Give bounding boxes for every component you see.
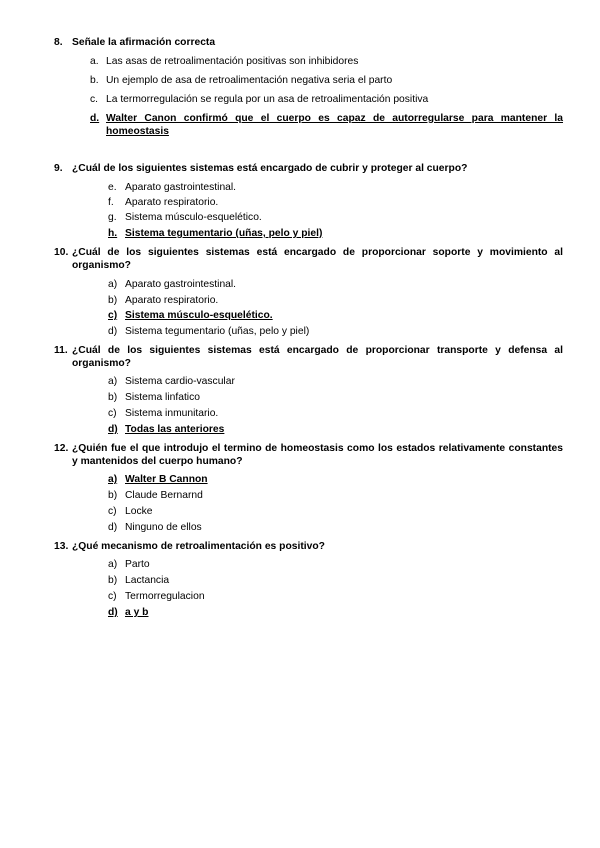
question-10 xyxy=(54,246,563,272)
option-text: Locke xyxy=(125,506,153,517)
question-text: ¿Cuál de los siguientes sistemas está encargado de proporcionar transporte y defensa al organismo? xyxy=(72,345,563,369)
option-label: d. xyxy=(90,113,100,124)
option-text: Un ejemplo de asa de retroalimentación negativa seria el parto xyxy=(106,75,393,86)
option-text: Ninguno de ellos xyxy=(125,522,202,533)
option-label: a) xyxy=(108,376,118,387)
option-text: Sistema cardio-vascular xyxy=(125,376,235,387)
question-number: 11. xyxy=(54,345,68,356)
option-text: Sistema tegumentario (uñas, pelo y piel) xyxy=(125,228,323,239)
option-label: b) xyxy=(108,575,118,586)
option-text: Todas las anteriores xyxy=(125,424,225,435)
option-label: a) xyxy=(108,279,118,290)
option-label: b) xyxy=(108,295,118,306)
option-text: Termorregulacion xyxy=(125,591,205,602)
option-label: d) xyxy=(108,424,118,435)
option-label: d) xyxy=(108,522,118,533)
option-label: b) xyxy=(108,392,118,403)
option-text: Lactancia xyxy=(125,575,170,586)
question-text: ¿Cuál de los siguientes sistemas está encargado de proporcionar soporte y movimiento al organismo? xyxy=(72,247,563,271)
option-label: c. xyxy=(90,94,99,105)
option-text: Sistema músculo-esquelético. xyxy=(125,310,273,321)
question-number: 9. xyxy=(54,163,63,174)
option-label: g. xyxy=(108,212,117,223)
question-8 xyxy=(54,36,563,49)
option-text: Aparato gastrointestinal. xyxy=(125,182,237,193)
question-text: Señale la afirmación correcta xyxy=(72,37,216,48)
option-label: c) xyxy=(108,506,117,517)
option-label: c) xyxy=(108,310,118,321)
option-text: Walter Canon confirmó que el cuerpo es capaz de autorregularse para mantener la homeostasis xyxy=(106,113,563,137)
option-label: e. xyxy=(108,182,117,193)
option-label: c) xyxy=(108,591,117,602)
option-8d-correct xyxy=(90,112,563,138)
question-9 xyxy=(54,162,563,175)
question-text: ¿Quién fue el que introdujo el termino de homeostasis como los estados relativamente constantes y mantenidos del cuerpo humano? xyxy=(72,443,563,467)
question-number: 12. xyxy=(54,443,69,454)
option-label: c) xyxy=(108,408,117,419)
option-label: b. xyxy=(90,75,99,86)
question-text: ¿Qué mecanismo de retroalimentación es positivo? xyxy=(72,541,325,552)
option-text: Sistema linfatico xyxy=(125,392,200,403)
option-text: Sistema inmunitario. xyxy=(125,408,219,419)
option-label: d) xyxy=(108,326,118,337)
question-number: 10. xyxy=(54,247,69,258)
option-label: h. xyxy=(108,228,118,239)
option-text: La termorregulación se regula por un asa de retroalimentación positiva xyxy=(106,94,429,105)
option-label: f. xyxy=(108,197,114,208)
option-text: Sistema músculo-esquelético. xyxy=(125,212,262,223)
option-text: Aparato respiratorio. xyxy=(125,295,219,306)
option-label: d) xyxy=(108,607,118,618)
question-13 xyxy=(54,540,563,553)
option-text: Sistema tegumentario (uñas, pelo y piel) xyxy=(125,326,310,337)
option-text: Walter B Cannon xyxy=(125,474,208,485)
option-text: Parto xyxy=(125,559,150,570)
option-label: a. xyxy=(90,56,99,67)
option-text: Aparato gastrointestinal. xyxy=(125,279,237,290)
option-label: b) xyxy=(108,490,118,501)
option-text: Aparato respiratorio. xyxy=(125,197,219,208)
option-label: a) xyxy=(108,474,118,485)
question-11 xyxy=(54,344,563,370)
option-text: a y b xyxy=(125,607,149,618)
option-label: a) xyxy=(108,559,118,570)
option-text: Claude Bernarnd xyxy=(125,490,203,501)
option-text: Las asas de retroalimentación positivas son inhibidores xyxy=(106,56,359,67)
question-12 xyxy=(54,442,563,468)
question-number: 13. xyxy=(54,541,69,552)
question-number: 8. xyxy=(54,37,63,48)
question-text: ¿Cuál de los siguientes sistemas está encargado de cubrir y proteger al cuerpo? xyxy=(72,163,468,174)
